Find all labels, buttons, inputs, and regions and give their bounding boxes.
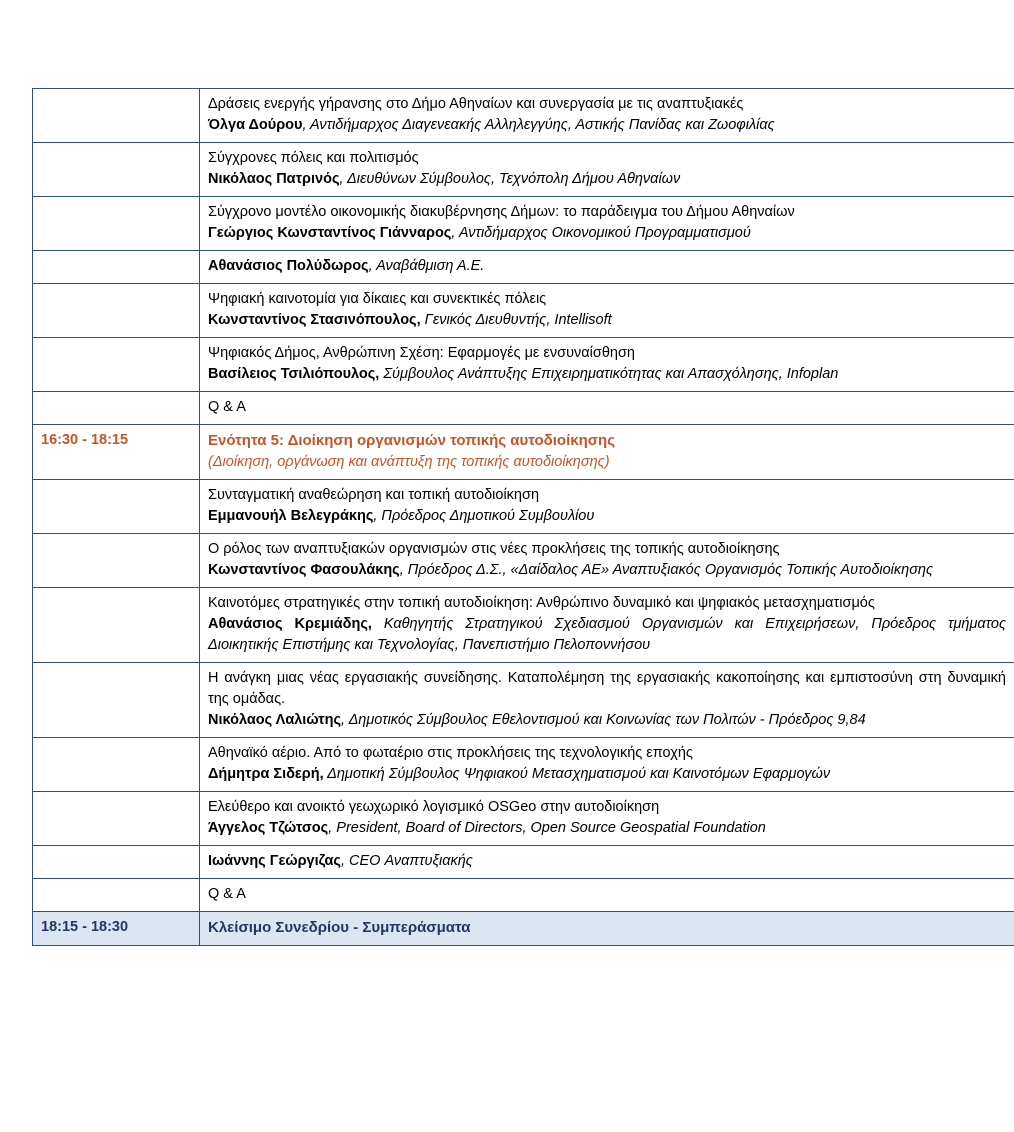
row-content [200, 663, 1014, 738]
agenda-table-body [33, 89, 1014, 946]
talk-speaker [208, 310, 1006, 331]
speaker-role: , Πρόεδρος Δημοτικού Συμβουλίου [373, 507, 595, 524]
talk-title: Ο ρόλος των αναπτυξιακών οργανισμών στις νέες προκλήσεις της τοπικής αυτοδιοίκησης [208, 540, 780, 557]
talk-speaker [208, 223, 1006, 244]
closing-title: Κλείσιμο Συνεδρίου - Συμπεράσματα [208, 919, 471, 937]
table-row [33, 879, 1014, 912]
talk-title: Η ανάγκη μιας νέας εργασιακής συνείδησης. Καταπολέμηση της εργασιακής κακοποίησης και εμπιστοσύνη στη δυναμική της ομάδας. [208, 670, 1006, 708]
speaker-role: Σύμβουλος Ανάπτυξης Επιχειρηματικότητας και Απασχόλησης, Infoplan [379, 366, 839, 383]
speaker-role: , Δημοτικός Σύμβουλος Εθελοντισμού και Κοινωνίας των Πολιτών - Πρόεδρος 9,84 [341, 712, 866, 729]
speaker-role: Καθηγητής Στρατηγικού Σχεδιασμού Οργανισμών και Επιχειρήσεων, Πρόεδρος τμήματος Διοικητικής Επιστήμης και Τεχνολογίας, Πανεπιστήμιο Πελοποννήσου [208, 616, 1006, 654]
row-time [33, 392, 200, 425]
row-time [33, 738, 200, 792]
row-time [33, 284, 200, 338]
talk-title: Καινοτόμες στρατηγικές στην τοπική αυτοδιοίκηση: Ανθρώπινο δυναμικό και ψηφιακός μετασχηματισμός [208, 595, 875, 612]
speaker-name: Ιωάννης Γεώργιζας [208, 853, 341, 870]
speaker-name: Γεώργιος Κωνσταντίνος Γιάνναρος [208, 225, 452, 242]
table-row [33, 143, 1014, 197]
talk-speaker [208, 115, 1006, 136]
table-row [33, 479, 1014, 533]
talk-title: Ψηφιακή καινοτομία για δίκαιες και συνεκτικές πόλεις [208, 291, 547, 308]
speaker-name: Αθανάσιος Πολύδωρος [208, 258, 369, 275]
row-content [200, 143, 1014, 197]
talk-title: Σύγχρονες πόλεις και πολιτισμός [208, 150, 419, 167]
speaker-name: Άγγελος Τζώτσος [208, 820, 329, 837]
row-content [200, 197, 1014, 251]
table-row [33, 738, 1014, 792]
talk-title: Συνταγματική αναθεώρηση και τοπική αυτοδιοίκηση [208, 486, 540, 503]
row-time [33, 251, 200, 284]
talk-title: Σύγχρονο μοντέλο οικονομικής διακυβέρνησης Δήμων: το παράδειγμα του Δήμου Αθηναίων [208, 204, 795, 221]
row-time [33, 338, 200, 392]
row-content [200, 879, 1014, 912]
row-time [33, 663, 200, 738]
speaker-role: Γενικός Διευθυντής, Intellisoft [420, 312, 612, 329]
speaker-role: , Αναβάθμιση Α.Ε. [368, 258, 485, 275]
table-row [33, 251, 1014, 284]
agenda-table [32, 88, 1014, 946]
row-time [33, 533, 200, 587]
row-time [33, 846, 200, 879]
speaker-name: Βασίλειος Τσιλιόπουλος, [208, 366, 380, 383]
row-time [33, 89, 200, 143]
row-content [200, 89, 1014, 143]
speaker-role: , Αντιδήμαρχος Οικονομικού Προγραμματισμού [451, 225, 751, 242]
speaker-role: , Πρόεδρος Δ.Σ., «Δαίδαλος ΑΕ» Αναπτυξιακός Οργανισμός Τοπικής Αυτοδιοίκησης [399, 562, 934, 578]
table-row [33, 588, 1014, 663]
qa-label: Q & A [208, 399, 246, 416]
talk-speaker [208, 614, 1006, 656]
row-content [200, 912, 1014, 946]
row-content [200, 284, 1014, 338]
speaker-name: Δήμητρα Σιδερή, [208, 766, 324, 783]
row-time [33, 588, 200, 663]
row-time [33, 197, 200, 251]
row-time [33, 143, 200, 197]
section-title: Ενότητα 5: Διοίκηση οργανισμών τοπικής αυτοδιοίκησης [208, 432, 615, 450]
table-row [33, 338, 1014, 392]
talk-speaker [208, 560, 1006, 581]
talk-title: Δράσεις ενεργής γήρανσης στο Δήμο Αθηναίων και συνεργασία με τις αναπτυξιακές [208, 96, 744, 112]
talk-speaker [208, 710, 1006, 731]
speaker-name: Νικόλαος Πατρινός [208, 171, 340, 188]
talk-title: Αθηναϊκό αέριο. Από το φωταέριο στις προκλήσεις της τεχνολογικής εποχής [208, 745, 693, 762]
speaker-name: Νικόλαος Λαλιώτης [208, 712, 342, 729]
talk-speaker [208, 818, 1006, 839]
table-row [33, 792, 1014, 846]
talk-speaker [208, 851, 1006, 872]
section-subtitle: (Διοίκηση, οργάνωση και ανάπτυξη της τοπικής αυτοδιοίκησης) [208, 453, 610, 470]
talk-title: Ελεύθερο και ανοικτό γεωχωρικό λογισμικό OSGeo στην αυτοδιοίκηση [208, 799, 660, 816]
row-content [200, 588, 1014, 663]
speaker-role: , President, Board of Directors, Open Source Geospatial Foundation [328, 820, 766, 837]
talk-speaker [208, 364, 1006, 385]
speaker-name: Κωνσταντίνος Στασινόπουλος, [208, 312, 421, 329]
row-time: 18:15 - 18:30 [33, 912, 200, 946]
row-time [33, 792, 200, 846]
table-row-closing [33, 912, 1014, 946]
speaker-role: , Αντιδήμαρχος Διαγενεακής Αλληλεγγύης, Αστικής Πανίδας και Ζωοφιλίας [302, 117, 775, 134]
row-content [200, 533, 1014, 587]
row-content [200, 738, 1014, 792]
talk-speaker [208, 764, 1006, 785]
row-content [200, 846, 1014, 879]
row-content [200, 251, 1014, 284]
qa-label: Q & A [208, 886, 246, 903]
talk-speaker [208, 256, 1006, 277]
row-content [200, 338, 1014, 392]
row-content [200, 792, 1014, 846]
row-time: 16:30 - 18:15 [33, 425, 200, 480]
row-time [33, 879, 200, 912]
speaker-role: , Διευθύνων Σύμβουλος, Τεχνόπολη Δήμου Αθηναίων [339, 171, 681, 188]
talk-speaker [208, 169, 1006, 190]
speaker-role: Δημοτική Σύμβουλος Ψηφιακού Μετασχηματισμού και Καινοτόμων Εφαρμογών [323, 766, 831, 783]
talk-title: Ψηφιακός Δήμος, Ανθρώπινη Σχέση: Εφαρμογές με ενσυναίσθηση [208, 345, 635, 362]
table-row [33, 663, 1014, 738]
speaker-name: Εμμανουήλ Βελεγράκης [208, 507, 374, 524]
table-row [33, 197, 1014, 251]
table-row [33, 392, 1014, 425]
row-time [33, 479, 200, 533]
row-content [200, 392, 1014, 425]
table-row [33, 89, 1014, 143]
table-row [33, 284, 1014, 338]
talk-speaker [208, 506, 1006, 527]
table-row [33, 846, 1014, 879]
speaker-role: , CEO Αναπτυξιακής [340, 853, 473, 870]
row-content [200, 479, 1014, 533]
row-content [200, 425, 1014, 480]
table-row-section [33, 425, 1014, 480]
speaker-name: Αθανάσιος Κρεμιάδης, [208, 616, 372, 633]
table-row [33, 533, 1014, 587]
speaker-name: Όλγα Δούρου [208, 117, 303, 134]
speaker-name: Κωνσταντίνος Φασουλάκης [208, 562, 400, 578]
